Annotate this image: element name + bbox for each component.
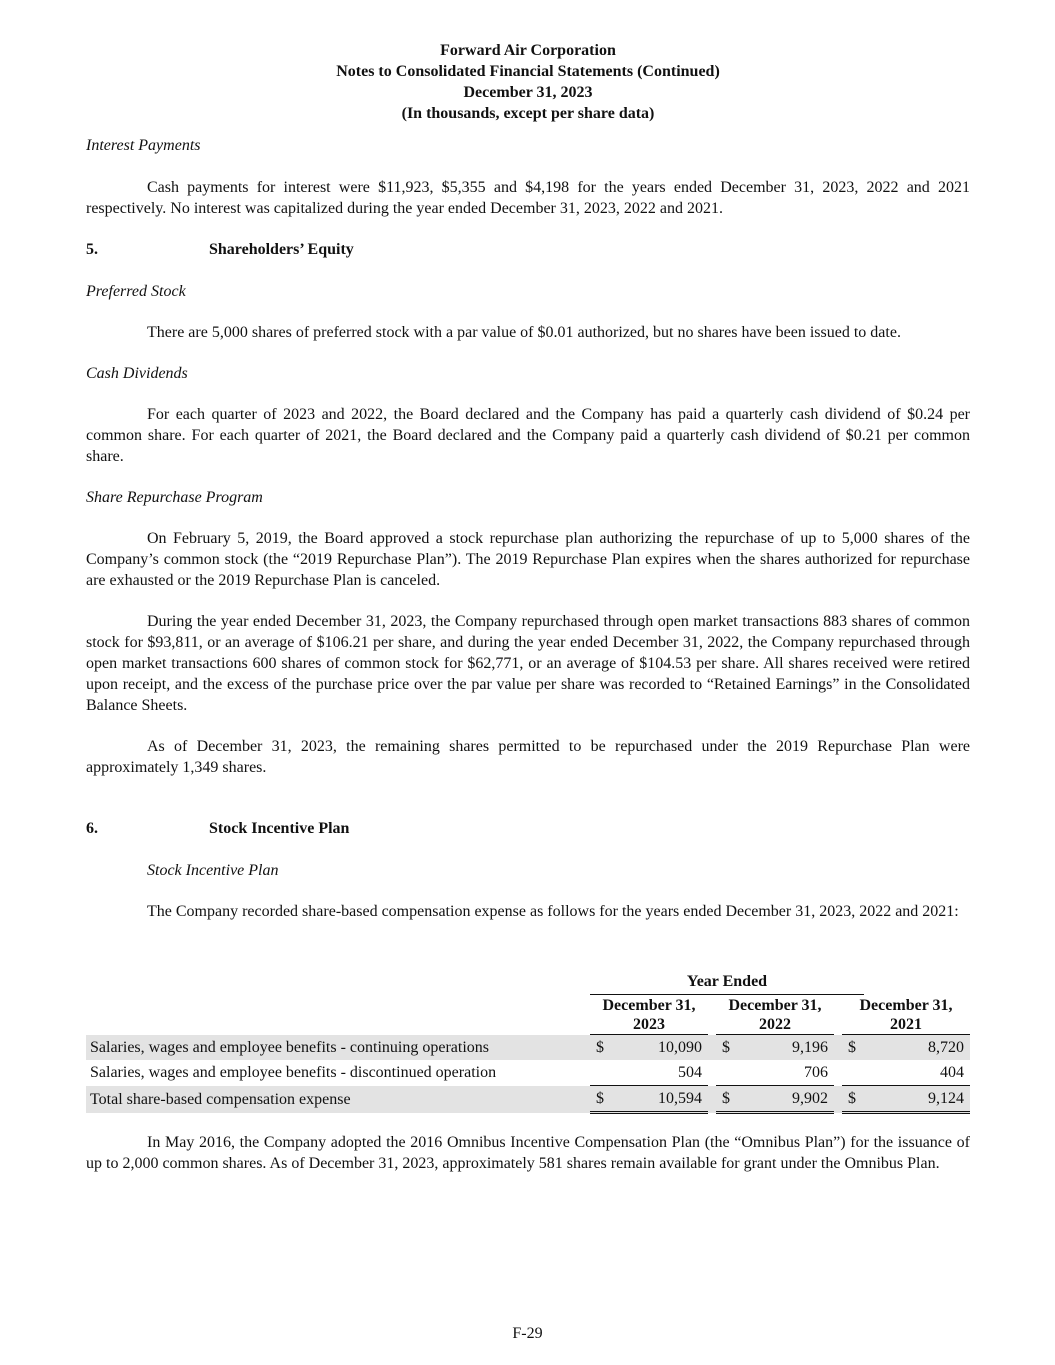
table-row (86, 1060, 970, 1086)
year-ended-header: Year Ended (590, 969, 864, 995)
compensation-intro-paragraph: The Company recorded share-based compensation expense as follows for the years ended December 31, 2023, 2022 and 2021: (147, 903, 959, 920)
currency-symbol: $ (842, 1035, 864, 1061)
share-repurchase-paragraph-2: During the year ended December 31, 2023, the Company repurchased through open market transactions 883 shares of common stock for $93,811, or an average of $106.21 per share, and during the year ended December 31, 2022, the Company repurchased through open market transactions 600 shares of common stock for $62,771, or an average of $104.53 per share. All shares received were retired upon receipt, and the excess of the purchase price over the par value per share was recorded to “Retained Earnings” in the Consolidated Balance Sheets. (86, 613, 970, 714)
value-2023: 10,090 (612, 1035, 708, 1061)
section-5-heading (86, 239, 970, 260)
row-label: Total share-based compensation expense (86, 1086, 582, 1113)
section-6-title: Stock Incentive Plan (209, 820, 350, 837)
currency-symbol: $ (842, 1086, 864, 1113)
value-2022: 9,902 (738, 1086, 834, 1113)
section-6-number: 6. (86, 820, 98, 837)
share-repurchase-heading: Share Repurchase Program (86, 489, 263, 506)
page-header (86, 40, 970, 124)
page-number: F-29 (512, 1325, 543, 1342)
document-page (86, 40, 970, 1172)
currency-symbol: $ (716, 1086, 738, 1113)
section-5-number: 5. (86, 241, 98, 258)
preferred-stock-paragraph: There are 5,000 shares of preferred stock with a par value of $0.01 authorized, but no shares have been issued to date. (147, 324, 901, 341)
share-repurchase-paragraph-1: On February 5, 2019, the Board approved a stock repurchase plan authorizing the repurchase of up to 5,000 shares of the Company’s common stock (the “2019 Repurchase Plan”). The 2019 Repurchase Plan expires when the shares authorized for repurchase are exhausted or the 2019 Repurchase Plan is canceled. (86, 530, 970, 589)
units-note: (In thousands, except per share data) (401, 105, 655, 122)
statement-date: December 31, 2023 (463, 84, 593, 101)
section-6-heading (86, 818, 970, 839)
row-label: Salaries, wages and employee benefits - continuing operations (86, 1035, 582, 1061)
table-row-total (86, 1086, 970, 1113)
value-2022: 9,196 (738, 1035, 834, 1061)
currency-symbol: $ (590, 1035, 612, 1061)
cash-dividends-paragraph: For each quarter of 2023 and 2022, the Board declared and the Company has paid a quarterly cash dividend of $0.24 per common share. For each quarter of 2021, the Board declared and the Company paid a quarterly cash dividend of $0.21 per common share. (86, 406, 970, 465)
table-row (86, 1035, 970, 1061)
interest-heading: Interest Payments (86, 137, 201, 154)
notes-title: Notes to Consolidated Financial Statements (Continued) (336, 63, 720, 80)
currency-symbol: $ (590, 1086, 612, 1113)
value-2022: 706 (738, 1060, 834, 1086)
preferred-stock-heading: Preferred Stock (86, 283, 186, 300)
compensation-table (86, 969, 970, 1114)
value-2023: 10,594 (612, 1086, 708, 1113)
column-header-2023: December 31, 2023 (590, 995, 708, 1035)
section-5-title: Shareholders’ Equity (209, 241, 354, 258)
column-header-2022: December 31, 2022 (716, 995, 834, 1035)
stock-incentive-subheading: Stock Incentive Plan (147, 862, 279, 879)
value-2023: 504 (612, 1060, 708, 1086)
cash-dividends-heading: Cash Dividends (86, 365, 188, 382)
interest-paragraph: Cash payments for interest were $11,923, $5,355 and $4,198 for the years ended December 31, 2023, 2022 and 2021 respectively. No interest was capitalized during the year ended December 31, 2023, 2022 and 2021. (86, 179, 970, 217)
currency-symbol: $ (716, 1035, 738, 1061)
row-label: Salaries, wages and employee benefits - discontinued operation (90, 1064, 497, 1082)
value-2021: 9,124 (864, 1086, 970, 1113)
omnibus-plan-paragraph: In May 2016, the Company adopted the 2016 Omnibus Incentive Compensation Plan (the “Omnibus Plan”) for the issuance of up to 2,000 common shares. As of December 31, 2023, approximately 581 shares remain available for grant under the Omnibus Plan. (86, 1134, 970, 1172)
column-header-2021: December 31, 2021 (842, 995, 970, 1035)
share-repurchase-paragraph-3: As of December 31, 2023, the remaining shares permitted to be repurchased under the 2019 Repurchase Plan were approximately 1,349 shares. (86, 738, 970, 776)
value-2021: 8,720 (864, 1035, 970, 1061)
value-2021: 404 (864, 1060, 970, 1086)
company-name: Forward Air Corporation (440, 42, 616, 59)
